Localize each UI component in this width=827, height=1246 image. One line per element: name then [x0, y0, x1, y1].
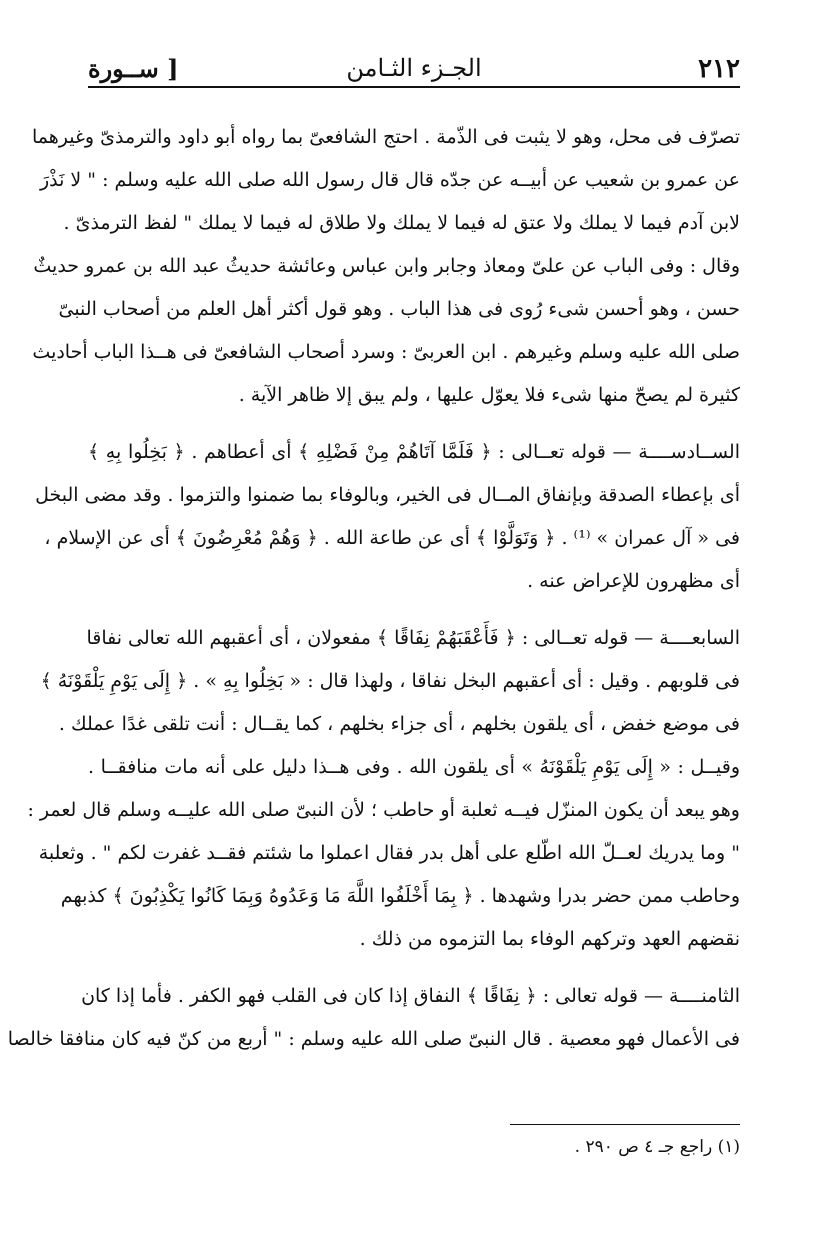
- text-line: كثيرة لم يصحّ منها شىء فلا يعوّل عليها ، ولم يبق إلا ظاهر الآية .: [238, 384, 740, 406]
- text-line: وهو يبعد أن يكون المنزّل فيــه ثعلبة أو حاطب ؛ لأن النبىّ صلى الله عليــه وسلم قال لعمر :: [27, 799, 740, 821]
- paragraph-seventh: [27, 617, 740, 961]
- paragraph-eighth: [7, 975, 740, 1061]
- text-line: فى « آل عمران » ⁽¹⁾ . ﴿ وَتَوَلَّوْا ﴾ أى عن طاعة الله . ﴿ وَهُمْ مُعْرِضُونَ ﴾ أى عن الإسلام ،: [44, 527, 740, 549]
- text-line: " وما يدريك لعــلّ الله اطّلع على أهل بدر فقال اعملوا ما شئتم فقــد غفرت لكم " . وثعلبة: [38, 842, 740, 864]
- text-line: فى قلوبهم . وقيل : أى أعقبهم البخل نفاقا ، ولهذا قال : « بَخِلُوا بِهِ » . ﴿ إِلَى يَوْمِ يَلْقَوْنَهُ ﴾: [40, 670, 740, 692]
- text-line: وقال : وفى الباب عن علىّ ومعاذ وجابر وابن عباس وعائشة حديثُ عبد الله بن عمرو حديثٌ: [33, 255, 740, 277]
- text-line: فى الأعمال فهو معصية . قال النبىّ صلى الله عليه وسلم : " أربع من كنّ فيه كان منافقا خالصا: [7, 1028, 740, 1050]
- text-line: الثامنــــة — قوله تعالى : ﴿ نِفَاقًا ﴾ النفاق إذا كان فى القلب فهو الكفر . فأما إذا كان: [81, 985, 740, 1007]
- text-line: حسن ، وهو أحسن شىء رُوى فى هذا الباب . وهو قول أكثر أهل العلم من أصحاب النبىّ: [58, 298, 740, 320]
- text-line: فى موضع خفض ، أى يلقون بخلهم ، أى جزاء بخلهم ، كما يقــال : أنت تلقى غدًا عملك .: [58, 713, 740, 735]
- part-title: الجـزء الثـامن: [346, 54, 482, 82]
- text-line: تصرّف فى محل، وهو لا يثبت فى الذّمة . احتج الشافعىّ بما رواه أبو داود والترمذىّ وغيرهما: [31, 126, 740, 148]
- footnote: (١) راجع جـ ٤ ص ٢٩٠ .: [574, 1137, 740, 1157]
- paragraph-commentary: [31, 116, 740, 417]
- footnote-divider: [510, 1124, 740, 1125]
- text-line: عن عمرو بن شعيب عن أبيــه عن جدّه قال قال رسول الله صلى الله عليه وسلم : " لا نَذْرَ: [39, 169, 740, 191]
- surah-label: [ ســورة: [88, 54, 179, 83]
- page-body: [7, 116, 740, 1061]
- text-line: الســادســــة — قوله تعــالى : ﴿ فَلَمَّا آتَاهُمْ مِنْ فَضْلِهِ ﴾ أى أعطاهم . ﴿ بَخِلُوا بِهِ ﴾: [88, 441, 740, 463]
- page-number: ٢١٢: [698, 54, 740, 84]
- text-line: أى مظهرون للإعراض عنه .: [527, 570, 740, 592]
- text-line: أى بإعطاء الصدقة وبإنفاق المــال فى الخير، وبالوفاء بما ضمنوا والتزموا . وقد مضى البخل: [35, 484, 740, 506]
- page-header: [88, 40, 740, 88]
- text-line: صلى الله عليه وسلم وغيرهم . ابن العربىّ : وسرد أصحاب الشافعىّ فى هــذا الباب أحاديث: [32, 341, 740, 363]
- text-line: لابن آدم فيما لا يملك ولا عتق له فيما لا يملك ولا طلاق له فيما لا يملك " لفظ الترمذىّ .: [63, 212, 740, 234]
- paragraph-sixth: [35, 431, 740, 603]
- text-line: السابعــــة — قوله تعــالى : ﴿ فَأَعْقَبَهُمْ نِفَاقًا ﴾ مفعولان ، أى أعقبهم الله تعالى نفاقا: [86, 627, 740, 649]
- text-line: وحاطب ممن حضر بدرا وشهدها . ﴿ بِمَا أَخْلَفُوا اللَّهَ مَا وَعَدُوهُ وَبِمَا كَانُوا يَكْذِبُونَ ﴾ كذبهم: [60, 885, 740, 907]
- book-page: [7, 40, 740, 1220]
- text-line: نقضهم العهد وتركهم الوفاء بما التزموه من ذلك .: [359, 928, 740, 950]
- text-line: وقيــل : « إِلَى يَوْمِ يَلْقَوْنَهُ » أى يلقون الله . وفى هــذا دليل على أنه مات منافقــا .: [88, 756, 740, 778]
